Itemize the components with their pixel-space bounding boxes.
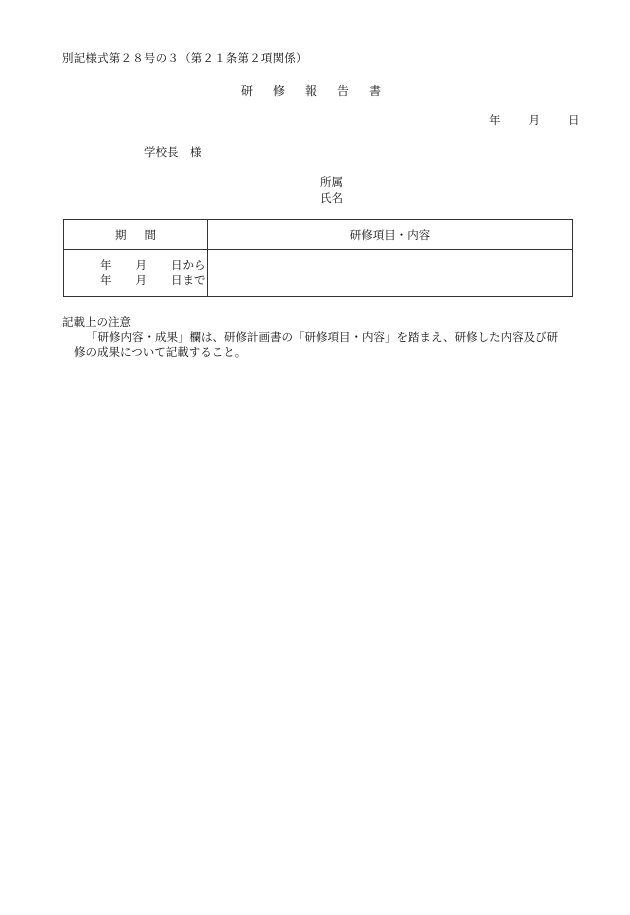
period-from: [100, 258, 207, 273]
report-table: [63, 219, 573, 297]
content-cell[interactable]: [208, 250, 573, 297]
header-content: 研修項目・内容: [349, 227, 431, 242]
to-year: 年: [100, 273, 112, 287]
name-label: 氏名: [320, 191, 343, 205]
from-year: 年: [100, 258, 112, 272]
period-to: [100, 273, 207, 288]
affiliation-label: 所属: [320, 175, 343, 189]
to-day-suffix: 日まで: [171, 273, 206, 287]
form-reference: 別記様式第２８号の３（第２１条第２項関係）: [62, 51, 308, 65]
date-year-label: 年: [489, 113, 501, 127]
date-day-label: 日: [568, 113, 580, 127]
notes-body: [62, 330, 574, 360]
header-content-cell: [208, 220, 573, 250]
period-cell: [64, 250, 208, 297]
table-row: [64, 250, 573, 297]
to-month: 月: [135, 273, 147, 287]
date-line: [489, 112, 580, 128]
notes-heading: 記載上の注意: [62, 315, 131, 329]
notes-body-line1: 「研修内容・成果」欄は、研修計画書の「研修項目・内容」を踏まえ、研修した内容及び研: [86, 330, 559, 344]
header-period-cell: [64, 220, 208, 250]
document-title: 研修報告書: [240, 84, 401, 98]
from-day-suffix: 日から: [171, 258, 206, 272]
addressee: 学校長 様: [144, 145, 202, 159]
from-month: 月: [135, 258, 147, 272]
header-period: 期間: [115, 227, 174, 242]
table-header-row: [64, 220, 573, 250]
notes-body-line2: 修の成果について記載すること。: [74, 345, 247, 359]
date-month-label: 月: [528, 113, 540, 127]
